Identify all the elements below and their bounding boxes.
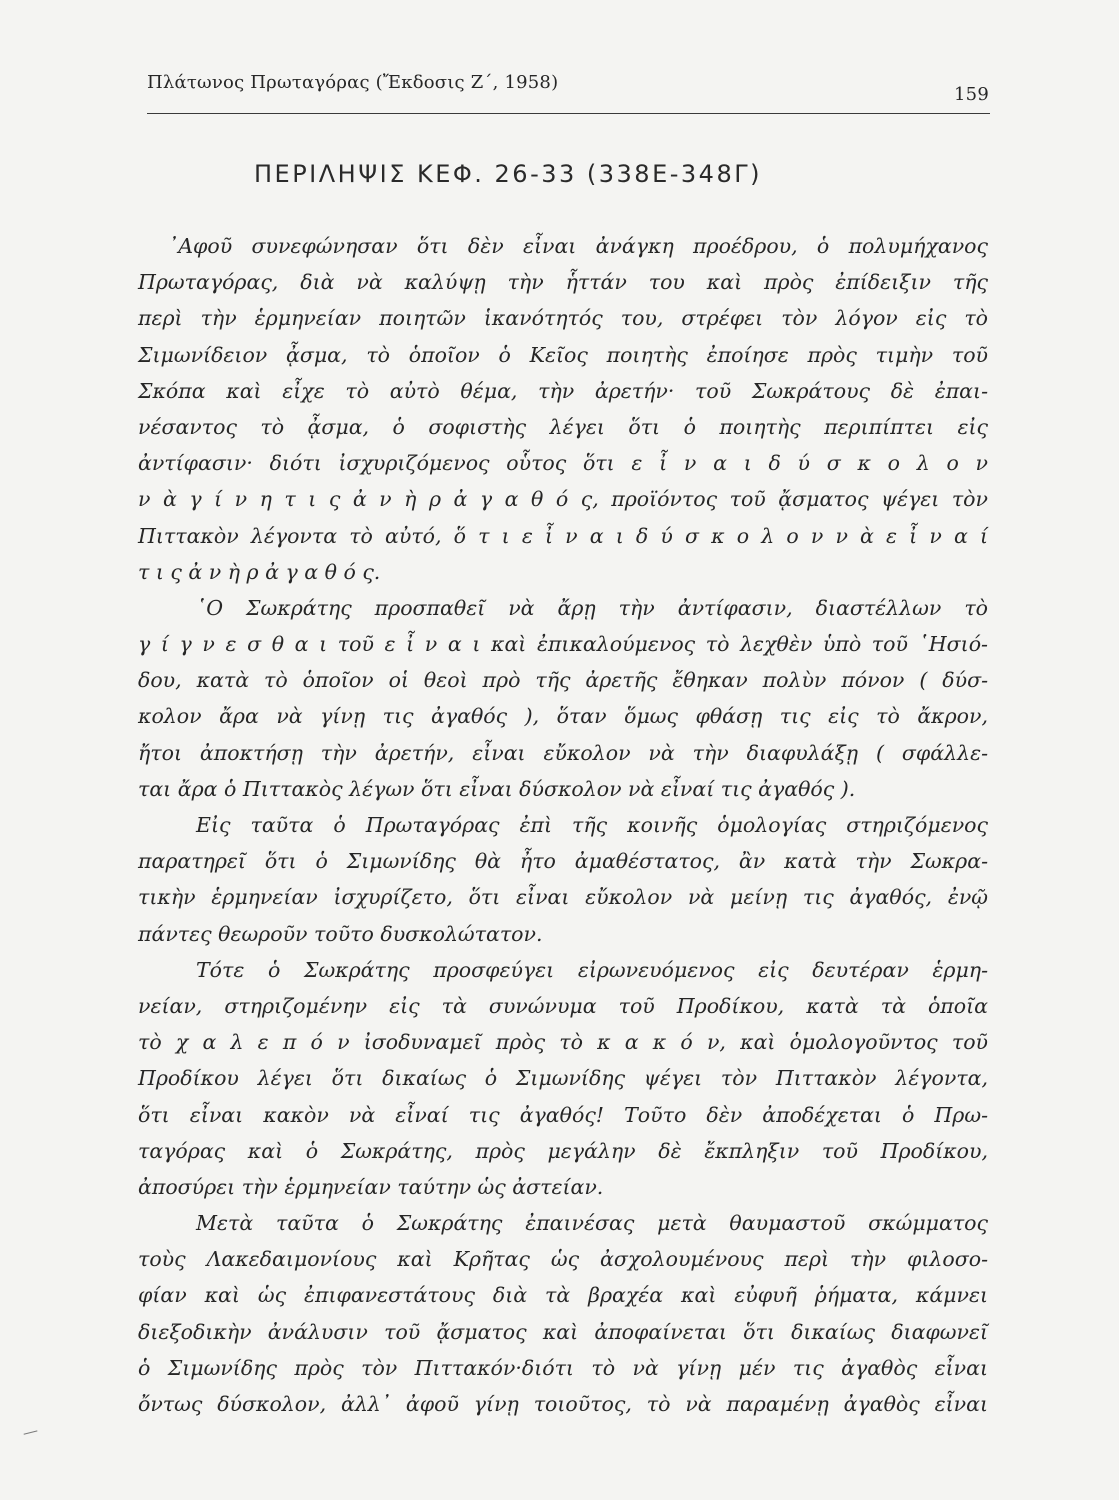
text-line: τὸ χ α λ ε π ό ν ἰσοδυναμεῖ πρὸς τὸ κ α κ ό ν, καὶ ὁμολογοῦντος τοῦ (138, 1030, 988, 1055)
text-line: Πιττακὸν λέγοντα τὸ αὐτό, ὅ τ ι ε ἶ ν α ι δ ύ σ κ ο λ ο ν ν ὰ ε ἶ ν α ί (138, 523, 988, 548)
text-line: ᾿Αφοῦ συνεφώνησαν ὅτι δὲν εἶναι ἀνάγκη προέδρου, ὁ πολυμήχανος (168, 234, 988, 258)
text-line: Προδίκου λέγει ὅτι δικαίως ὁ Σιμωνίδης ψέγει τὸν Πιττακὸν λέγοντα, (138, 1066, 988, 1091)
text-line: Σκόπα καὶ εἶχε τὸ αὐτὸ θέμα, τὴν ἀρετήν· τοῦ Σωκράτους δὲ ἐπαι- (138, 378, 988, 403)
text-line: ταγόρας καὶ ὁ Σωκράτης, πρὸς μεγάλην δὲ ἔκπληξιν τοῦ Προδίκου, (138, 1138, 988, 1163)
summary-heading: ΠΕΡΙΛΗΨΙΣ ΚΕΦ. 26-33 (338Ε-348Γ) (254, 160, 762, 188)
margin-ink-mark (24, 1430, 39, 1438)
text-line: διεξοδικὴν ἀνάλυσιν τοῦ ᾄσματος καὶ ἀποφαίνεται ὅτι δικαίως διαφωνεῖ (138, 1319, 988, 1344)
running-head-title: Πλάτωνος Πρωταγόρας (Ἔκδοσις Ζ΄, 1958) (147, 72, 559, 93)
header-rule (147, 113, 990, 114)
text-line: ὁ Σιμωνίδης πρὸς τὸν Πιττακόν·διότι τὸ νὰ γίνῃ μέν τις ἀγαθὸς εἶναι (138, 1355, 988, 1380)
text-line: ἀποσύρει τὴν ἑρμηνείαν ταύτην ὡς ἀστείαν. (138, 1174, 604, 1199)
text-line: ἤτοι ἀποκτήσῃ τὴν ἀρετήν, εἶναι εὔκολον νὰ τὴν διαφυλάξῃ ( σφάλλε- (138, 740, 988, 765)
text-line: Εἰς ταῦτα ὁ Πρωταγόρας ἐπὶ τῆς κοινῆς ὁμολογίας στηριζόμενος (196, 813, 988, 837)
text-line: ὄντως δύσκολον, ἀλλ᾿ ἀφοῦ γίνῃ τοιοῦτος, τὸ νὰ παραμένῃ ἀγαθὸς εἶναι (138, 1392, 988, 1416)
text-line: ἀντίφασιν· διότι ἰσχυριζόμενος οὗτος ὅτι ε ἶ ν α ι δ ύ σ κ ο λ ο ν (138, 451, 988, 476)
text-line: παρατηρεῖ ὅτι ὁ Σιμωνίδης θὰ ἦτο ἀμαθέστατος, ἂν κατὰ τὴν Σωκρα- (138, 849, 988, 874)
summary-body (138, 228, 988, 1422)
text-line: νέσαντος τὸ ᾆσμα, ὁ σοφιστὴς λέγει ὅτι ὁ ποιητὴς περιπίπτει εἰς (138, 414, 988, 439)
page-number: 159 (954, 84, 989, 105)
text-line: Σιμωνίδειον ᾆσμα, τὸ ὁποῖον ὁ Κεῖος ποιητὴς ἐποίησε πρὸς τιμὴν τοῦ (138, 342, 988, 367)
text-line: ὅτι εἶναι κακὸν νὰ εἶναί τις ἀγαθός! Τοῦτο δὲν ἀποδέχεται ὁ Πρω- (138, 1102, 988, 1127)
text-line: ῾Ο Σωκράτης προσπαθεῖ νὰ ἄρῃ τὴν ἀντίφασιν, διαστέλλων τὸ (196, 595, 988, 620)
text-line: Πρωταγόρας, διὰ νὰ καλύψῃ τὴν ἧττάν του καὶ πρὸς ἐπίδειξιν τῆς (138, 270, 988, 295)
text-line: τ ι ς ἀ ν ὴ ρ ἀ γ α θ ό ς. (138, 559, 381, 584)
text-line: τικὴν ἑρμηνείαν ἰσχυρίζετο, ὅτι εἶναι εὔκολον νὰ μείνῃ τις ἀγαθός, ἐνῷ (138, 885, 988, 910)
text-line: νείαν, στηριζομένην εἰς τὰ συνώνυμα τοῦ Προδίκου, κατὰ τὰ ὁποῖα (138, 993, 988, 1018)
text-line: Τότε ὁ Σωκράτης προσφεύγει εἰρωνευόμενος εἰς δευτέραν ἑρμη- (196, 957, 988, 982)
text-line: φίαν καὶ ὡς ἐπιφανεστάτους διὰ τὰ βραχέα καὶ εὐφυῆ ῥήματα, κάμνει (138, 1283, 988, 1308)
text-line: περὶ τὴν ἑρμηνείαν ποιητῶν ἱκανότητός του, στρέφει τὸν λόγον εἰς τὸ (138, 306, 988, 331)
text-line: ται ἄρα ὁ Πιττακὸς λέγων ὅτι εἶναι δύσκολον νὰ εἶναί τις ἀγαθός ). (138, 776, 856, 801)
text-line: Μετὰ ταῦτα ὁ Σωκράτης ἐπαινέσας μετὰ θαυμαστοῦ σκώμματος (196, 1211, 988, 1236)
text-line: κολον ἄρα νὰ γίνῃ τις ἀγαθός ), ὅταν ὅμως φθάσῃ τις εἰς τὸ ἄκρον, (138, 704, 988, 729)
text-line: τοὺς Λακεδαιμονίους καὶ Κρῆτας ὡς ἀσχολουμένους περὶ τὴν φιλοσο- (138, 1247, 988, 1272)
running-head (147, 66, 989, 105)
text-line: γ ί γ ν ε σ θ α ι τοῦ ε ἶ ν α ι καὶ ἐπικαλούμενος τὸ λεχθὲν ὑπὸ τοῦ ῾Ησιό- (138, 632, 988, 657)
text-line: δου, κατὰ τὸ ὁποῖον οἱ θεοὶ πρὸ τῆς ἀρετῆς ἔθηκαν πολὺν πόνον ( δύσ- (138, 668, 988, 693)
text-line: πάντες θεωροῦν τοῦτο δυσκολώτατον. (138, 921, 543, 946)
text-line: ν ὰ γ ί ν η τ ι ς ἀ ν ὴ ρ ἀ γ α θ ό ς, προϊόντος τοῦ ᾄσματος ψέγει τὸν (138, 487, 988, 512)
